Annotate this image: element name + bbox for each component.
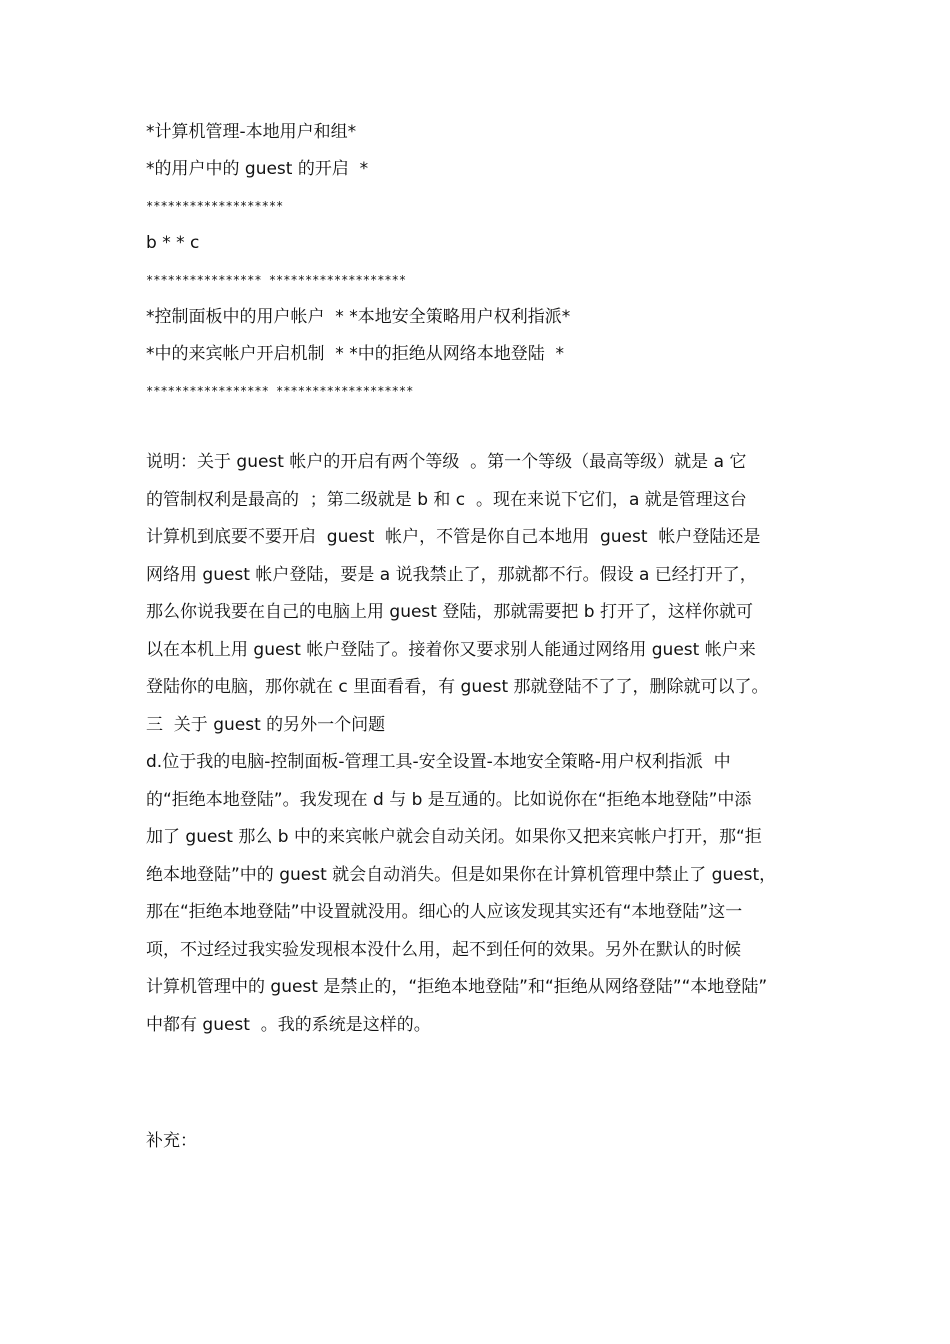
diagram-line-1: *计算机管理-本地用户和组* xyxy=(146,122,357,142)
section-heading: 三 关于 guest 的另外一个问题 xyxy=(146,714,386,735)
document-body xyxy=(146,114,810,1044)
diagram-line-2: *的用户中的 guest 的开启 * xyxy=(146,159,369,179)
diagram-line-6: *控制面板中的用户帐户 * *本地安全策略用户权利指派* xyxy=(146,307,571,327)
diagram-line-4: b * * c xyxy=(146,233,200,253)
paragraph-line: 中都有 guest 。我的系统是这样的。 xyxy=(146,1014,431,1035)
diagram-line-8: ***************** ******************* xyxy=(146,384,414,398)
paragraph-line: 那在“拒绝本地登陆”中设置就没用。细心的人应该发现其实还有“本地登陆”这一 xyxy=(146,902,743,922)
paragraph-line: 计算机到底要不要开启 guest 帐户，不管是你自己本地用 guest 帐户登陆还是 xyxy=(146,527,761,547)
paragraph-line: d.位于我的电脑-控制面板-管理工具-安全设置-本地安全策略-用户权利指派 中 xyxy=(146,752,731,772)
explanation-paragraph xyxy=(146,444,810,1044)
paragraph-line: 登陆你的电脑，那你就在 c 里面看看，有 guest 那就登陆不了了，删除就可以了。 xyxy=(146,677,769,697)
supplement-heading: 补充： xyxy=(146,1131,197,1151)
paragraph-line: 以在本机上用 guest 帐户登陆了。接着你又要求别人能通过网络用 guest 帐户来 xyxy=(146,639,756,660)
paragraph-line: 说明：关于 guest 帐户的开启有两个等级 。第一个等级（最高等级）就是 a 它 xyxy=(146,452,747,472)
paragraph-line: 的管制权利是最高的 ；第二级就是 b 和 c 。现在来说下它们，a 就是管理这台 xyxy=(146,489,747,510)
diagram-line-5: **************** ******************* xyxy=(146,273,407,287)
paragraph-line: 的“拒绝本地登陆”。我发现在 d 与 b 是互通的。比如说你在“拒绝本地登陆”中添 xyxy=(146,789,752,810)
paragraph-line: 网络用 guest 帐户登陆，要是 a 说我禁止了，那就都不行。假设 a 已经打开了， xyxy=(146,564,757,585)
paragraph-line: 项，不过经过我实验发现根本没什么用，起不到任何的效果。另外在默认的时候 xyxy=(146,939,741,960)
paragraph-line: 加了 guest 那么 b 中的来宾帐户就会自动关闭。如果你又把来宾帐户打开，那“拒 xyxy=(146,827,762,847)
diagram-line-3: ******************* xyxy=(146,199,284,213)
paragraph-line: 绝本地登陆”中的 guest 就会自动消失。但是如果你在计算机管理中禁止了 guest， xyxy=(146,864,777,885)
paragraph-line: 那么你说我要在自己的电脑上用 guest 登陆，那就需要把 b 打开了，这样你就可 xyxy=(146,602,753,622)
paragraph-line: 计算机管理中的 guest 是禁止的，“拒绝本地登陆”和“拒绝从网络登陆”“本地登陆” xyxy=(146,977,768,997)
diagram-line-7: *中的来宾帐户开启机制 * *中的拒绝从网络本地登陆 * xyxy=(146,344,565,364)
